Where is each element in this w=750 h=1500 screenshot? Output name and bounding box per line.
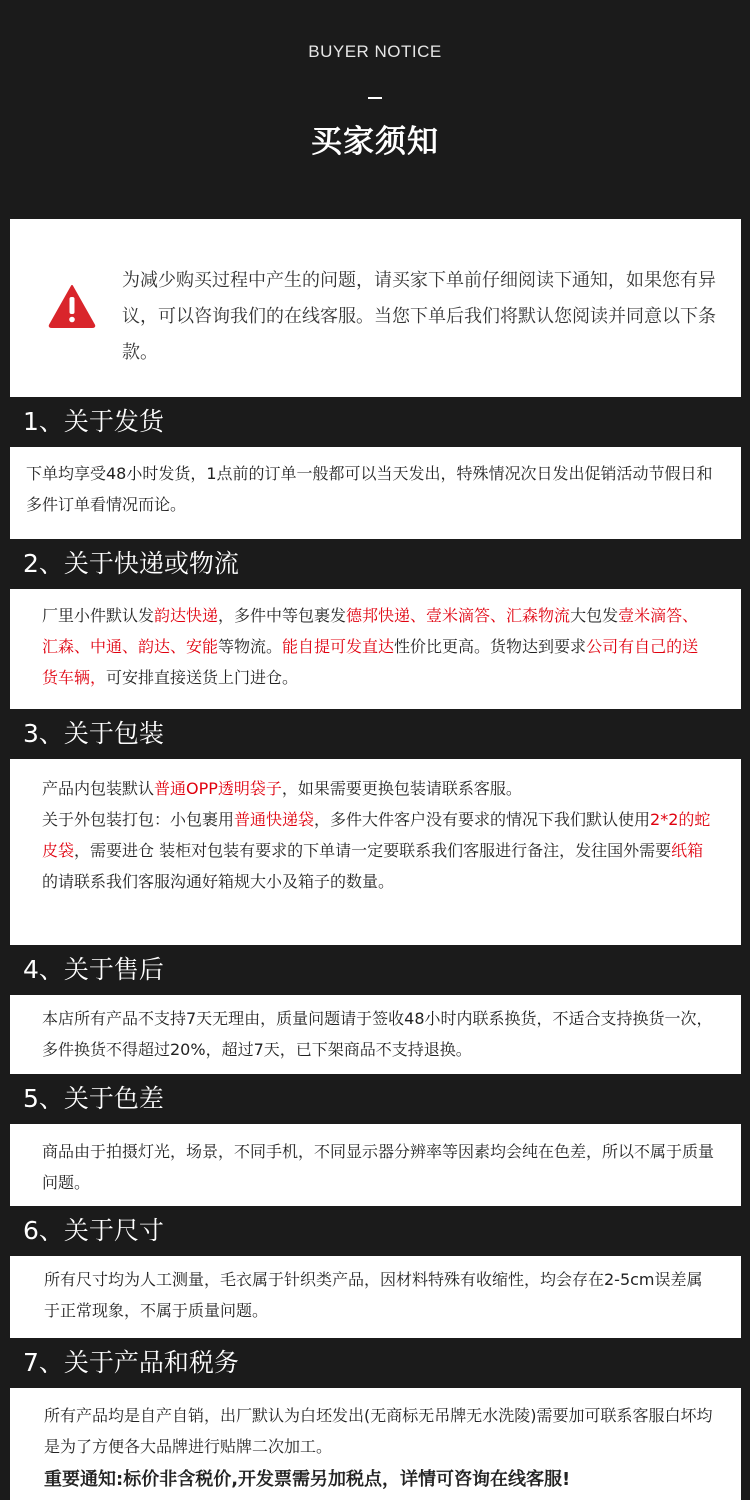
section-title: 2、关于快递或物流 [23,549,239,578]
section-body-after-sales [10,995,741,1074]
section-heading-color-difference [10,1074,741,1124]
page-title: 买家须知 [311,124,439,160]
section-text: 本店所有产品不支持7天无理由，质量问题请于签收48小时内联系换货，不适合支持换货一次，多件换货不得超过20%，超过7天，已下架商品不支持退换。 [42,1009,713,1059]
section-title: 5、关于色差 [23,1084,164,1113]
section-heading-size [10,1206,741,1256]
intro-panel [10,219,741,397]
section-body-product-tax [10,1388,741,1500]
section-text: 产品内包装默认普通OPP透明袋子，如果需要更换包装请联系客服。 关于外包装打包：小包裹用普通快递袋，多件大件客户没有要求的情况下我们默认使用2*2的蛇皮袋，需要进仓 装柜对包装有要求的下单请一定要联系我们客服进行备注，发往国外需要纸箱的请联系我们客服沟通好箱规大小及箱子的数量。 [42,779,711,891]
section-heading-packaging [10,709,741,759]
section-title: 6、关于尺寸 [23,1216,164,1245]
header-subtitle: BUYER NOTICE [308,42,442,61]
section-title: 4、关于售后 [23,955,164,984]
section-text: 所有产品均是自产自销，出厂默认为白坯发出(无商标无吊牌无水洗陵)需要加可联系客服白坏均是为了方便各大品牌进行贴牌二次加工。 [44,1406,713,1456]
section-title: 1、关于发货 [23,407,164,436]
section-body-color-difference [10,1124,741,1206]
section-body-packaging [10,759,741,945]
section-text: 所有尺寸均为人工测量，毛衣属于针织类产品，因材料特殊有收缩性，均会存在2-5cm误差属于正常现象，不属于质量问题。 [44,1270,703,1320]
section-heading-after-sales [10,945,741,995]
important-notice: 重要通知:标价非含税价,开发票需另加税点，详情可咨询在线客服! [44,1469,571,1490]
section-body-shipping [10,447,741,539]
header-divider [368,97,382,99]
section-text: 厂里小件默认发韵达快递，多件中等包裹发德邦快递、壹米滴答、汇森物流大包发壹米滴答、汇森、中通、韵达、安能等物流。能自提可发直达性价比更高。货物达到要求公司有自己的送货车辆，可安排直接送货上门进仓。 [42,606,699,687]
section-heading-shipping [10,397,741,447]
section-text: 商品由于拍摄灯光，场景，不同手机，不同显示器分辨率等因素均会纯在色差，所以不属于质量问题。 [42,1142,715,1192]
section-title: 3、关于包装 [23,719,164,748]
section-text: 下单均享受48小时发货，1点前的订单一般都可以当天发出，特殊情况次日发出促销活动节假日和多件订单看情况而论。 [26,464,713,514]
section-heading-product-tax [10,1338,741,1388]
intro-text: 为减少购买过程中产生的问题，请买家下单前仔细阅读下通知，如果您有异议，可以咨询我们的在线客服。当您下单后我们将默认您阅读并同意以下条款。 [122,270,716,363]
section-title: 7、关于产品和税务 [23,1348,239,1377]
section-heading-logistics [10,539,741,589]
section-body-logistics [10,589,741,709]
header [0,0,750,219]
section-body-size [10,1256,741,1338]
warning-triangle-icon [48,284,96,328]
